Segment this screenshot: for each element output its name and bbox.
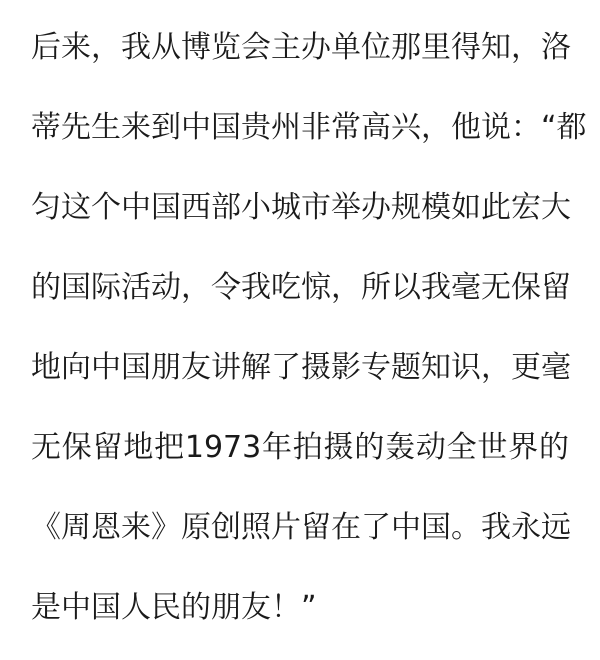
- paragraph-line-2: 蒂先生来到中国贵州非常高兴，他说：“都: [31, 110, 587, 145]
- paragraph-line-6: 无保留地把1973年拍摄的轰动全世界的: [31, 430, 569, 465]
- paragraph-line-3: 匀这个中国西部小城市举办规模如此宏大: [31, 190, 571, 225]
- paragraph-line-4: 的国际活动，令我吃惊，所以我毫无保留: [31, 270, 571, 305]
- paragraph-line-1: 后来，我从博览会主办单位那里得知，洛: [31, 30, 571, 65]
- paragraph-line-5: 地向中国朋友讲解了摄影专题知识，更毫: [31, 350, 571, 385]
- paragraph-line-8: 是中国人民的朋友！”: [31, 590, 317, 625]
- paragraph-line-7: 《周恩来》原创照片留在了中国。我永远: [31, 510, 571, 545]
